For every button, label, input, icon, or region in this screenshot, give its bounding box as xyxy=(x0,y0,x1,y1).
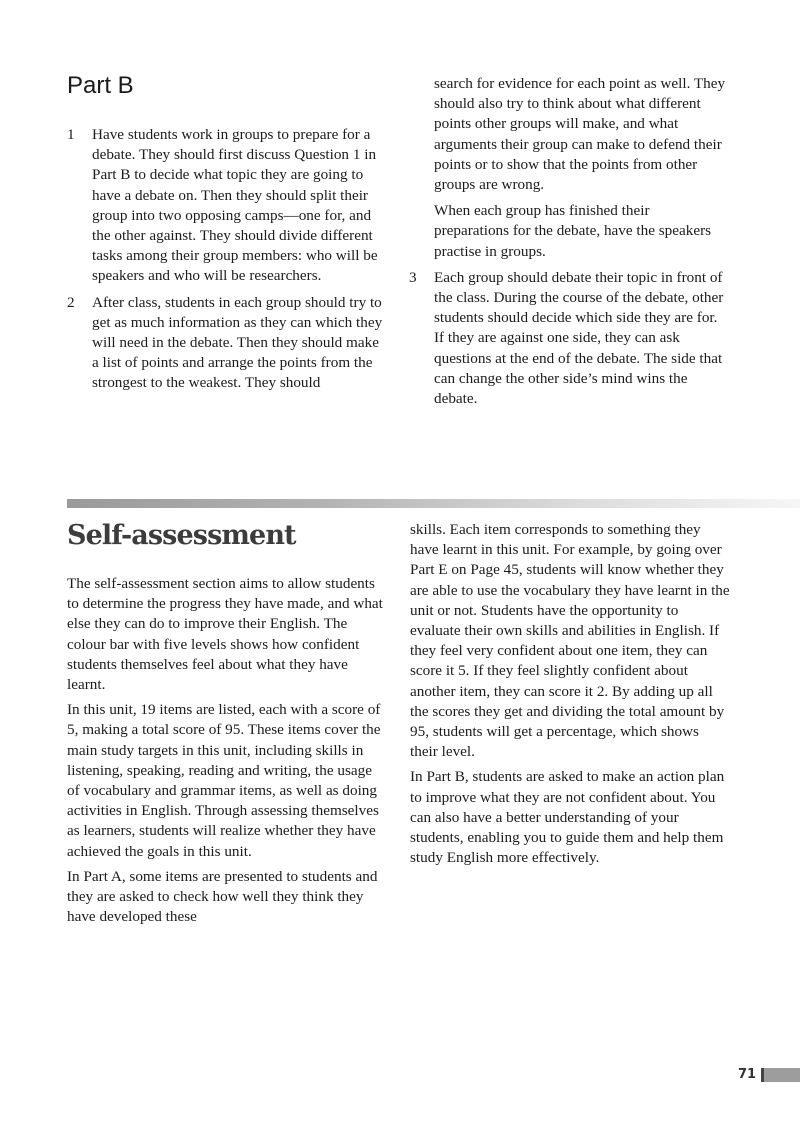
self-assessment-left-column xyxy=(67,574,388,932)
step-3 xyxy=(409,268,727,409)
paragraph: In Part B, students are asked to make an action plan to improve what they are not confident about. You can also have a better understanding of your students, enabling you to guide them and help them study English more effectively. xyxy=(410,768,725,867)
page-number: 71 xyxy=(738,1067,757,1082)
step-text: Each group should debate their topic in front of the class. During the course of the debate, other students should decide which side they are for. If they are against one side, they can ask questions at the end of the debate. The side that can change the other side’s mind wins the debate. xyxy=(434,268,724,408)
step-text: After class, students in each group should try to get as much information as they can which they will need in the debate. Then they should make a list of points and arrange the points from the strongest to the weakest. They should xyxy=(92,293,383,392)
step-number: 3 xyxy=(409,268,417,286)
self-assessment-title: Self-assessment xyxy=(67,520,296,551)
part-b-right-column xyxy=(409,74,727,415)
step-2 xyxy=(67,293,389,394)
part-b-steps-continued xyxy=(409,268,727,409)
part-b-left-column xyxy=(67,125,389,400)
paragraph: In Part A, some items are presented to students and they are asked to check how well they think they have developed these xyxy=(67,867,378,926)
step-text: Have students work in groups to prepare for a debate. They should first discuss Question 1 in Part B to decide what topic they are going to have a debate on. Then they should split their group into two opposing camps—one for, and the other against. They should divide different tasks among their group members: who will be speakers and who will be researchers. xyxy=(92,126,378,285)
step-number: 2 xyxy=(67,293,75,311)
paragraph: skills. Each item corresponds to something they have learnt in this unit. For example, by going over Part E on Page 45, students will know whether they are able to use the vocabulary they have learnt in the unit or not. Students have the opportunity to evaluate their own skills and abilities in English. If they feel very confident about one item, they can score it 5. If they feel slightly confident about another item, they can score it 2. By adding up all the scores they get and dividing the total amount by 95, students will get a percentage, which shows their level. xyxy=(410,521,730,761)
step-text: search for evidence for each point as well. They should also try to think about what different points other groups will make, and what arguments their group can make to defend their points or to show that the points from other groups are wrong. xyxy=(434,75,726,194)
paragraph: In this unit, 19 items are listed, each with a score of 5, making a total score of 95. These items cover the main study targets in this unit, including skills in listening, speaking, reading and writing, the usage of vocabulary and grammar items, as well as doing activities in English. Through assessing themselves as learners, students will realize whether they have achieved the goals in this unit. xyxy=(67,701,381,860)
step-number: 1 xyxy=(67,126,75,143)
part-b-steps xyxy=(67,125,389,394)
step-text: When each group has finished their preparations for the debate, have the speakers practise in groups. xyxy=(434,202,712,260)
step-1 xyxy=(67,125,389,287)
section-divider xyxy=(67,499,800,508)
step-2-continuation xyxy=(409,74,727,262)
self-assessment-right-column xyxy=(410,520,730,873)
page-number-bar xyxy=(761,1068,800,1082)
paragraph: The self-assessment section aims to allow students to determine the progress they have made, and what else they can do to improve their English. The colour bar with five levels shows how confident students themselves feel about what they have learnt. xyxy=(67,575,383,694)
part-b-title: Part B xyxy=(67,72,134,99)
